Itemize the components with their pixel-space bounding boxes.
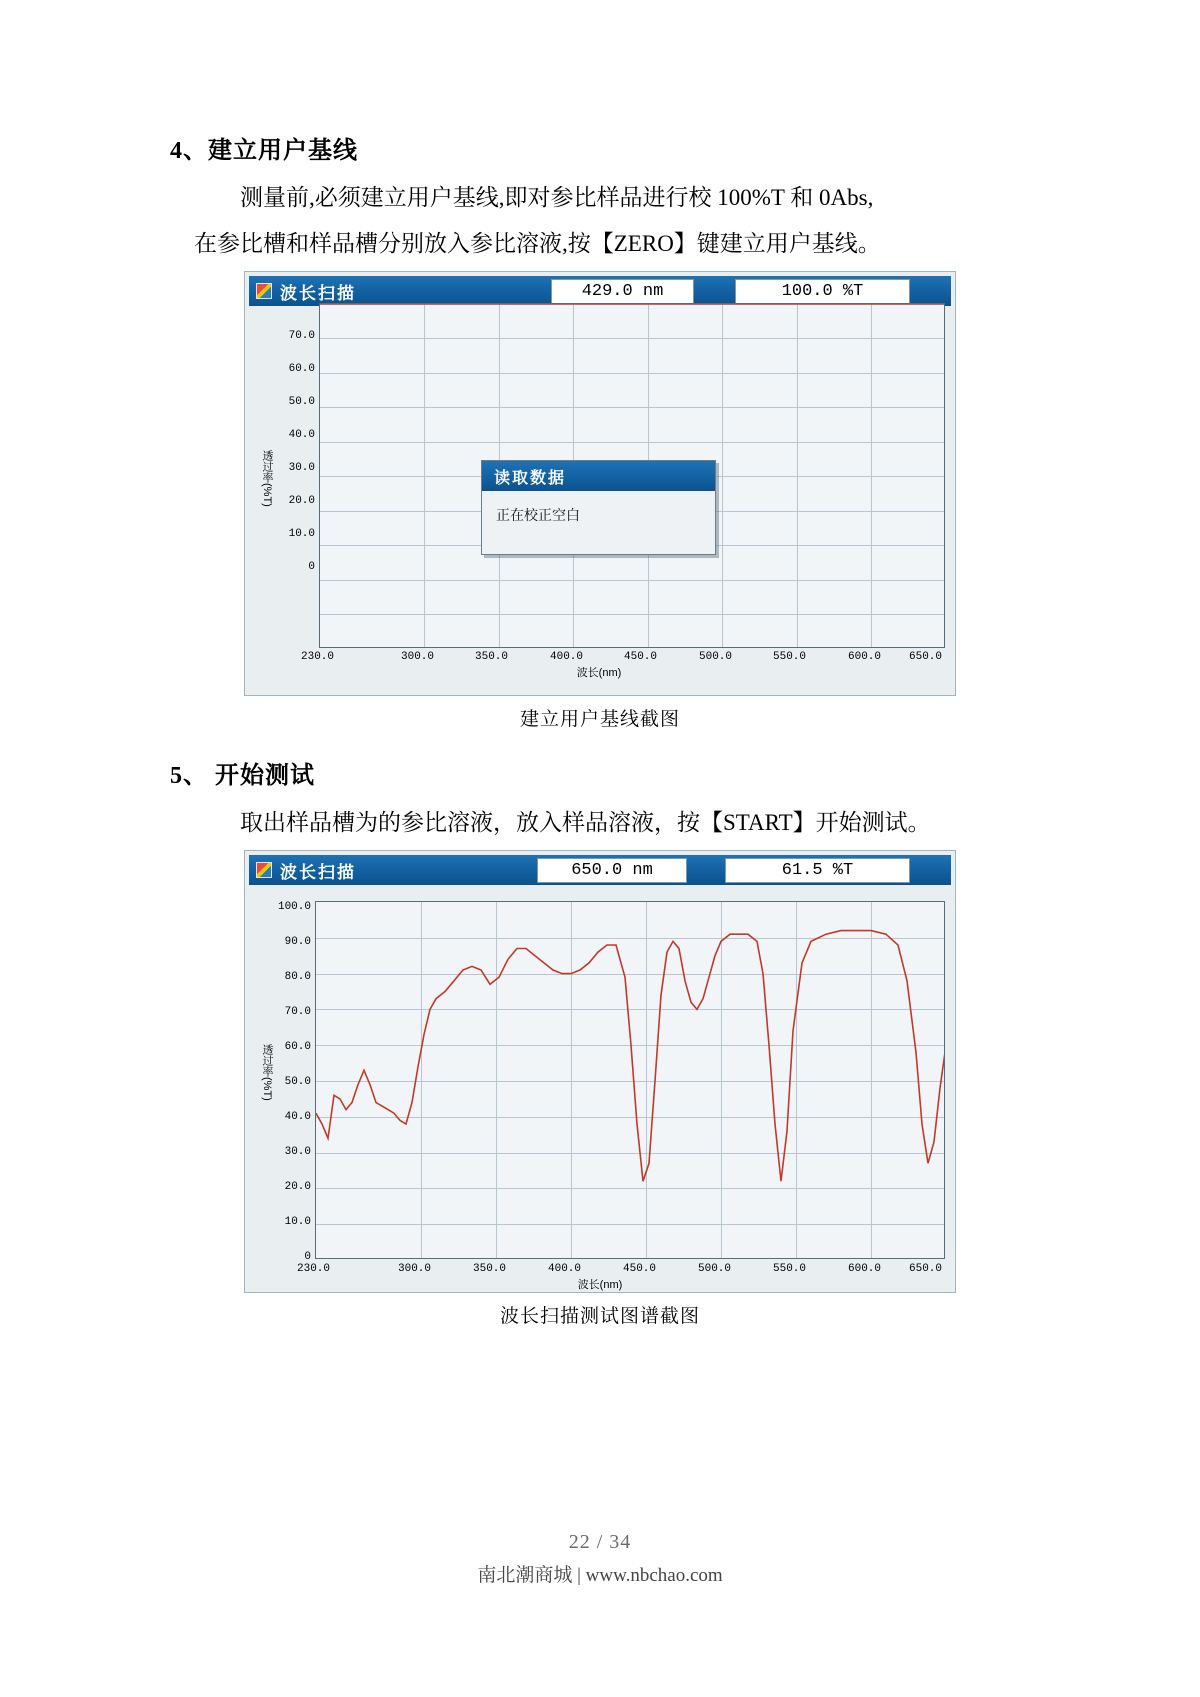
transmittance-readout-2: 61.5 %T (725, 858, 910, 883)
y-tick-0: 0 (308, 561, 315, 573)
section-4-paragraph-2: 在参比槽和样品槽分别放入参比溶液,按【ZERO】键建立用户基线。 (194, 231, 881, 256)
app-logo-icon (256, 862, 272, 878)
section-5-heading: 5、 开始测试 (170, 763, 315, 789)
x-tick-230-2: 230.0 (297, 1263, 331, 1275)
y-tick-30-2: 30.0 (284, 1146, 311, 1158)
section-5-paragraph-1: 取出样品槽为的参比溶液，放入样品溶液，按【START】开始测试。 (240, 810, 931, 835)
y-tick-80-2: 80.0 (284, 971, 311, 983)
section-4-heading: 4、建立用户基线 (170, 138, 358, 164)
wavelength-readout-2: 650.0 nm (537, 858, 687, 883)
y-tick-70: 70.0 (288, 330, 315, 342)
page-number: 22 / 34 (568, 1531, 632, 1553)
y-tick-60-2: 60.0 (284, 1041, 311, 1053)
x-tick-600: 600.0 (848, 651, 882, 663)
x-tick-230: 230.0 (301, 651, 335, 663)
y-tick-50-2: 50.0 (284, 1076, 311, 1088)
y-tick-40: 40.0 (288, 429, 315, 441)
y-tick-90-2: 90.0 (284, 936, 311, 948)
y-tick-30: 30.0 (288, 462, 315, 474)
x-tick-300: 300.0 (401, 651, 435, 663)
scan-trace (316, 902, 945, 1259)
x-tick-300-2: 300.0 (398, 1263, 432, 1275)
x-tick-400-2: 400.0 (548, 1263, 582, 1275)
x-axis-label: 波长(nm) (576, 667, 622, 679)
instrument-screenshot-scan (244, 850, 956, 1293)
transmittance-readout: 100.0 %T (735, 279, 910, 304)
y-tick-20-2: 20.0 (284, 1181, 311, 1193)
y-tick-10: 10.0 (288, 528, 315, 540)
x-tick-350-2: 350.0 (473, 1263, 507, 1275)
y-tick-20: 20.0 (288, 495, 315, 507)
x-tick-500: 500.0 (699, 651, 733, 663)
document-body (170, 130, 1030, 1328)
y-tick-0-2: 0 (304, 1251, 311, 1263)
x-tick-550-2: 550.0 (773, 1263, 807, 1275)
y-axis-label-2: 透过率(%T) (261, 1044, 273, 1101)
app-logo-icon (256, 283, 272, 299)
x-tick-450-2: 450.0 (623, 1263, 657, 1275)
x-tick-350: 350.0 (475, 651, 509, 663)
y-tick-50: 50.0 (288, 396, 315, 408)
wavelength-readout: 429.0 nm (551, 279, 694, 304)
x-tick-600-2: 600.0 (848, 1263, 882, 1275)
footer-site: 南北潮商城 | www.nbchao.com (477, 1565, 723, 1586)
x-tick-650: 650.0 (909, 651, 943, 663)
page-footer (0, 1531, 1200, 1587)
screen-title-2: 波长扫描 (280, 862, 356, 882)
x-tick-500-2: 500.0 (698, 1263, 732, 1275)
figure-caption-scan: 波长扫描测试图谱截图 (499, 1306, 700, 1327)
read-data-dialog[interactable] (481, 460, 716, 555)
plot-area-scan (315, 901, 945, 1259)
section-4-paragraph-1: 测量前,必须建立用户基线,即对参比样品进行校 100%T 和 0Abs, (240, 185, 874, 210)
x-tick-550: 550.0 (773, 651, 807, 663)
instrument-screenshot-baseline (244, 271, 956, 696)
y-tick-10-2: 10.0 (284, 1216, 311, 1228)
y-axis-label: 透过率(%T) (261, 450, 273, 507)
x-tick-400: 400.0 (550, 651, 584, 663)
y-tick-60: 60.0 (288, 363, 315, 375)
plot-container-baseline (249, 310, 951, 691)
figure-caption-baseline: 建立用户基线截图 (519, 709, 680, 730)
screen-title: 波长扫描 (280, 283, 356, 303)
y-tick-40-2: 40.0 (284, 1111, 311, 1123)
dialog-message: 正在校正空白 (496, 507, 580, 523)
x-axis-label-2: 波长(nm) (577, 1279, 623, 1291)
plot-container-scan (249, 889, 951, 1291)
dialog-title: 读取数据 (482, 461, 715, 491)
y-tick-70-2: 70.0 (284, 1006, 311, 1018)
x-tick-450: 450.0 (624, 651, 658, 663)
y-tick-100-2: 100.0 (277, 901, 311, 913)
x-tick-650-2: 650.0 (909, 1263, 943, 1275)
